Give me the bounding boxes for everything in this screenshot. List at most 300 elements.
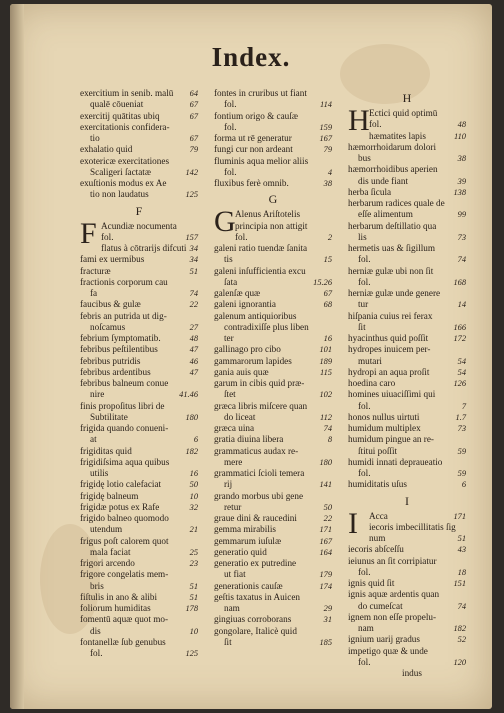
entry-text: frigidiſsima aqua quibus — [80, 456, 170, 467]
entry-text: nam — [358, 623, 374, 633]
entry-text: gania auis quæ — [214, 366, 269, 377]
entry-text: hermetis uas & ſigillum — [348, 243, 436, 253]
page-reference: 6 — [461, 480, 466, 490]
entry-text: eſſe alimentum — [358, 209, 413, 220]
entry-text: principia non attigit — [235, 220, 308, 231]
page-reference: 48 — [457, 120, 466, 130]
index-entry — [80, 536, 198, 547]
entry-text: mutari — [358, 355, 382, 366]
index-entry — [214, 491, 332, 502]
entry-text: Acundiæ nocumenta — [101, 220, 177, 231]
index-entry — [214, 434, 332, 445]
page-reference: 16 — [323, 334, 332, 343]
index-entry — [80, 491, 198, 502]
page-reference: 8 — [327, 435, 332, 445]
page-reference: 51 — [189, 592, 198, 602]
index-entry — [348, 277, 466, 288]
entry-text: tis — [224, 254, 233, 265]
index-entry — [80, 367, 198, 378]
entry-text: fol. — [224, 121, 237, 132]
index-entry — [80, 167, 198, 178]
index-entry — [80, 288, 198, 299]
entry-text: herba ſicula — [348, 186, 392, 197]
entry-text: fol. — [358, 468, 371, 478]
entry-text: nire — [90, 389, 105, 400]
page-reference: 16 — [189, 469, 198, 478]
entry-text: gallinago pro cibo — [214, 344, 281, 355]
entry-text: gemmarum iuſulæ — [214, 535, 282, 546]
page-reference: 126 — [453, 379, 466, 388]
entry-text: lis — [358, 231, 367, 242]
index-entry — [80, 626, 198, 637]
index-entry — [348, 322, 466, 333]
entry-text: dis — [90, 625, 101, 636]
index-entry — [348, 288, 466, 299]
section-letter: H — [402, 91, 412, 105]
index-entry — [80, 614, 198, 625]
entry-text: fontanellæ ſub genubus — [80, 636, 166, 647]
page-reference: 142 — [185, 167, 198, 177]
index-entry — [348, 646, 466, 657]
index-entry — [80, 133, 198, 144]
entry-text: herniæ gulæ ubi non ſit — [348, 265, 434, 276]
entry-text: frigida quando conueni- — [80, 423, 169, 433]
page-reference: 1.7 — [455, 412, 466, 422]
entry-text: exhalatio quid — [80, 144, 133, 155]
entry-text: nam — [224, 603, 240, 613]
page-reference: 23 — [189, 559, 198, 568]
entry-text: graue dini & raucedini — [214, 513, 297, 523]
index-entry — [80, 333, 198, 344]
page-reference: 67 — [323, 289, 332, 298]
index-entry — [348, 389, 466, 400]
index-entry — [214, 144, 332, 155]
entry-text: fol. — [358, 656, 371, 667]
entry-text: frigore congelatis mem- — [80, 569, 169, 580]
page-reference: 182 — [185, 446, 198, 456]
index-entry — [348, 378, 466, 389]
page-reference: 74 — [457, 255, 466, 265]
entry-text: iecoris imbecillitatis ſig — [369, 521, 456, 532]
entry-text: fracturæ — [80, 265, 111, 276]
entry-text: ſtet — [224, 389, 236, 400]
index-entry — [80, 99, 198, 110]
page-reference: 7 — [461, 401, 466, 411]
index-entry — [348, 176, 466, 187]
entry-text: fami ex uermibus — [80, 254, 145, 265]
index-entry — [348, 344, 466, 355]
entry-text: grammatici ſcioli temera — [214, 468, 305, 478]
entry-text: do cumeſcat — [358, 600, 403, 611]
page-reference: 38 — [323, 179, 332, 188]
page-reference: 10 — [189, 491, 198, 501]
page-reference: 31 — [323, 615, 332, 625]
entry-text: galeni ignorantia — [214, 299, 276, 310]
page-reference: 125 — [185, 649, 198, 658]
index-entry — [214, 592, 332, 603]
entry-text: frigidæ potus ex Rafe — [80, 501, 160, 512]
index-entry — [80, 322, 198, 333]
entry-text: febrium ſymptomatib. — [80, 333, 161, 343]
page-reference: 46 — [189, 356, 198, 366]
entry-text: exuſtionis modus ex Ae — [80, 178, 167, 188]
index-entry — [214, 111, 332, 122]
index-entry — [214, 524, 332, 535]
index-entry — [348, 578, 466, 589]
entry-text: ignem non eſſe propelu- — [348, 611, 437, 622]
entry-text: foliorum humiditas — [80, 603, 151, 613]
index-entry — [80, 254, 198, 265]
entry-text: ieiunus an ſit corripiatur — [348, 555, 437, 566]
index-entry — [348, 311, 466, 322]
index-entry — [80, 637, 198, 648]
index-entry — [348, 221, 466, 232]
entry-text: fungi cur non ardeant — [214, 144, 293, 155]
index-entry — [80, 479, 198, 490]
index-entry — [80, 502, 198, 513]
index-entry — [214, 423, 332, 434]
entry-text: fol. — [358, 254, 371, 265]
page-reference: 47 — [189, 367, 198, 377]
page-reference: 32 — [189, 502, 198, 512]
page-reference: 25 — [189, 547, 198, 557]
page-reference: 15.26 — [313, 277, 332, 287]
page-reference: 22 — [189, 300, 198, 310]
page-reference: 138 — [453, 187, 466, 197]
entry-text: gratia diuina libera — [214, 434, 284, 445]
index-entry — [214, 513, 332, 524]
index-entry — [80, 547, 198, 558]
page-reference: 6 — [193, 435, 198, 445]
entry-text: fluminis aqua melior aliis — [214, 155, 309, 166]
page-reference: 79 — [189, 145, 198, 155]
entry-text: bris — [90, 580, 104, 591]
entry-text: exercitij quātitas ubiq — [80, 110, 160, 121]
index-entry — [348, 457, 466, 468]
index-entry — [80, 603, 198, 614]
index-entry — [348, 423, 466, 434]
entry-text: frigori arcendo — [80, 558, 135, 568]
index-entry — [214, 614, 332, 625]
page-reference: 2 — [327, 232, 332, 242]
entry-text: Alenus Ariſtotelis — [235, 209, 301, 220]
page-reference: 64 — [189, 89, 198, 98]
index-entry — [80, 144, 198, 155]
page-reference: 110 — [454, 131, 466, 141]
page-reference: 67 — [189, 100, 198, 110]
entry-text: tio non laudatus — [90, 189, 149, 200]
entry-text: febris an putrida ut dig- — [80, 310, 167, 321]
page-reference: 167 — [319, 536, 332, 546]
page-reference: 73 — [457, 424, 466, 433]
index-entry — [348, 634, 466, 645]
entry-text: galeni ratio tuendæ ſanita — [214, 243, 308, 253]
index-entry — [214, 446, 332, 457]
entry-text: gongolare, Italicè quid — [214, 625, 297, 636]
book-page — [10, 4, 492, 709]
index-entry — [80, 156, 198, 167]
page-reference: 174 — [319, 581, 332, 591]
entry-text: fol. — [358, 566, 371, 577]
page-reference: 114 — [320, 100, 332, 110]
index-entry — [80, 434, 198, 445]
page-reference: 67 — [189, 134, 198, 143]
index-entry — [348, 668, 466, 679]
entry-text: indus — [402, 668, 422, 678]
index-entry — [214, 378, 332, 389]
page-reference: 54 — [457, 356, 466, 366]
index-entry — [348, 367, 466, 378]
index-entry — [348, 356, 466, 367]
index-entry — [80, 592, 198, 603]
entry-text: rij — [224, 479, 233, 490]
index-entry — [80, 581, 198, 592]
entry-text: galenum antiquioribus — [214, 310, 297, 321]
entry-text: ter — [224, 333, 234, 343]
entry-text: ut fiat — [224, 569, 246, 580]
entry-text: ignis aquæ ardentis quan — [348, 589, 440, 600]
index-entry — [348, 601, 466, 612]
index-entry — [80, 423, 198, 434]
page-reference: 68 — [323, 300, 332, 310]
entry-text: impetigo quæ & unde — [348, 645, 428, 656]
entry-text: mere — [224, 456, 243, 467]
index-entry — [80, 88, 198, 99]
index-entry — [214, 356, 332, 367]
index-entry — [348, 589, 466, 600]
entry-text: hydropi an aqua proſit — [348, 366, 430, 377]
index-entry — [214, 569, 332, 580]
index-entry — [348, 333, 466, 344]
page-reference: 171 — [319, 525, 332, 535]
entry-text: iecoris abſceſſu — [348, 544, 404, 555]
index-entry — [80, 122, 198, 133]
entry-text: fomentū aquæ quot mo- — [80, 614, 169, 625]
entry-text: ſit — [224, 636, 232, 647]
page-reference: 112 — [320, 412, 332, 422]
entry-text: gammarorum lapides — [214, 355, 292, 366]
page-title: Index. — [211, 42, 291, 72]
index-entry — [214, 367, 332, 378]
page-reference: 115 — [320, 367, 332, 377]
index-entry — [214, 412, 332, 423]
entry-text: ſata — [224, 276, 238, 287]
page-reference: 4 — [327, 167, 332, 177]
page-reference: 27 — [189, 322, 198, 332]
index-entry — [80, 401, 198, 412]
entry-text: hæmatites lapis — [369, 130, 426, 141]
page-reference: 166 — [453, 322, 466, 332]
entry-text: fluxibus ferè omnib. — [214, 178, 289, 188]
index-entry — [214, 99, 332, 110]
index-entry — [80, 446, 198, 457]
index-entry — [80, 569, 198, 580]
section-letter: F — [135, 203, 143, 218]
entry-text: exotericæ exercitationes — [80, 155, 170, 166]
entry-text: hyacinthus quid poſſit — [348, 333, 429, 343]
entry-text: fol. — [369, 119, 382, 130]
drop-cap: F — [80, 216, 97, 250]
entry-text: homines uiuaciſſimi qui — [348, 389, 436, 400]
page-reference: 101 — [319, 345, 332, 355]
page-reference: 29 — [323, 604, 332, 613]
entry-text: gemma mirabilis — [214, 524, 277, 535]
index-entry — [348, 556, 466, 567]
index-entry — [80, 311, 198, 322]
index-entry — [214, 88, 332, 99]
entry-text: finis propoſitus libri de — [80, 400, 165, 411]
entry-text: grando morbus ubi gene — [214, 490, 304, 501]
index-entry — [214, 243, 332, 254]
entry-text: utendum — [90, 524, 123, 535]
page-reference: 74 — [189, 289, 198, 298]
index-entry — [80, 277, 198, 288]
index-entry — [348, 142, 466, 153]
entry-text: hæmorrhoidarum dolori — [348, 141, 437, 152]
index-entry — [214, 122, 332, 133]
index-entry — [348, 434, 466, 445]
page-reference: 189 — [319, 356, 332, 366]
index-entry — [214, 254, 332, 265]
entry-text: græca libris miſcere quan — [214, 400, 308, 411]
index-entry — [80, 299, 198, 310]
entry-text: frigidę balneum — [80, 490, 139, 501]
page-reference: 79 — [323, 145, 332, 155]
index-entry — [348, 299, 466, 310]
page-reference: 50 — [189, 480, 198, 490]
index-entry — [214, 266, 332, 277]
entry-text: febribus peſtilentibus — [80, 344, 158, 355]
index-entry — [80, 558, 198, 569]
entry-text: humidi innati depraueatio — [348, 456, 443, 467]
page-reference: 141 — [319, 480, 332, 490]
page-gutter — [10, 4, 24, 709]
page-reference: 168 — [453, 277, 466, 287]
index-entry — [80, 457, 198, 468]
entry-text: exercitationis confidera- — [80, 121, 170, 132]
index-entry — [214, 156, 332, 167]
page-reference: 157 — [185, 232, 198, 242]
entry-text: febribus balneum conue — [80, 378, 169, 388]
entry-text: mala faciat — [90, 546, 131, 557]
index-entry — [348, 401, 466, 412]
entry-text: Acca — [369, 510, 388, 521]
entry-text: humidum pingue an re- — [348, 434, 434, 445]
entry-text: græca uina — [214, 423, 255, 433]
page-reference: 21 — [189, 525, 198, 535]
index-entry — [214, 178, 332, 189]
page-reference: 182 — [453, 624, 466, 633]
index-entry — [348, 209, 466, 220]
page-reference: 34 — [189, 255, 198, 265]
page-reference: 185 — [319, 637, 332, 647]
entry-text: galenſæ quæ — [214, 288, 261, 298]
index-entry — [348, 623, 466, 634]
page-reference: 74 — [323, 424, 332, 433]
entry-text: flatus à cōtrarijs difcuti — [101, 243, 187, 253]
entry-text: bus — [358, 153, 371, 163]
index-entry — [214, 603, 332, 614]
entry-text: ſit — [358, 321, 366, 332]
index-entry — [214, 547, 332, 558]
entry-text: generationis cauſæ — [214, 580, 283, 591]
index-entry — [214, 311, 332, 322]
index-entry — [214, 401, 332, 412]
page-reference: 51 — [189, 581, 198, 591]
index-entry — [214, 536, 332, 547]
entry-text: Subtilitate — [90, 411, 128, 422]
page-reference: 125 — [185, 190, 198, 200]
page-reference: 50 — [323, 502, 332, 512]
section-letter: G — [268, 192, 278, 207]
page-reference: 22 — [323, 514, 332, 523]
page-reference: 54 — [457, 367, 466, 377]
index-entry — [80, 648, 198, 659]
entry-text: tio — [90, 133, 100, 143]
entry-text: frigiditas quid — [80, 445, 132, 456]
index-entry — [348, 446, 466, 457]
index-entry — [80, 356, 198, 367]
entry-text: herniæ gulæ unde genere — [348, 288, 441, 298]
page-reference: 99 — [457, 210, 466, 220]
entry-text: gingiuas corroborans — [214, 614, 292, 625]
entry-text: febribus putridis — [80, 355, 141, 366]
index-entry — [214, 277, 332, 288]
index-entry — [80, 178, 198, 189]
entry-text: hydropes inuicem per- — [348, 344, 431, 355]
entry-text: galeni inſufficientia excu — [214, 265, 306, 276]
page-reference: 38 — [457, 154, 466, 163]
index-entry — [214, 637, 332, 648]
entry-text: generatio ex putredine — [214, 558, 297, 568]
page-reference: 159 — [319, 122, 332, 132]
index-column-2 — [214, 88, 332, 648]
entry-text: fontium origo & cauſæ — [214, 110, 298, 121]
index-entry — [214, 581, 332, 592]
index-entry — [214, 133, 332, 144]
index-entry — [348, 468, 466, 479]
drop-cap: I — [348, 506, 358, 540]
entry-text: retur — [224, 501, 242, 512]
index-entry — [80, 344, 198, 355]
entry-text: forma ut rē generatur — [214, 133, 292, 143]
page-reference: 151 — [453, 579, 466, 588]
entry-text: generatio quid — [214, 546, 267, 557]
index-entry — [214, 389, 332, 400]
entry-text: at — [90, 434, 97, 445]
entry-text: fa — [90, 288, 98, 298]
entry-text: frigus poſt calorem quot — [80, 535, 169, 546]
page-reference: 51 — [189, 266, 198, 276]
entry-text: frigido balneo quomodo — [80, 513, 169, 523]
entry-text: ignium uarij gradus — [348, 634, 420, 645]
page-reference: 47 — [189, 345, 198, 355]
entry-text: frigidę lotio calefaciat — [80, 479, 162, 490]
index-entry — [214, 468, 332, 479]
page-reference: 48 — [189, 334, 198, 343]
index-entry — [214, 479, 332, 490]
page-reference: 120 — [453, 657, 466, 667]
page-reference: 43 — [457, 545, 466, 555]
page-reference: 10 — [189, 626, 198, 636]
page-reference: 41.46 — [179, 390, 198, 400]
page-reference: 180 — [185, 412, 198, 422]
index-entry — [214, 457, 332, 468]
entry-text: utilis — [90, 468, 109, 478]
entry-text: hiſpania cuius rei ferax — [348, 310, 433, 321]
index-entry — [214, 288, 332, 299]
index-entry — [80, 412, 198, 423]
